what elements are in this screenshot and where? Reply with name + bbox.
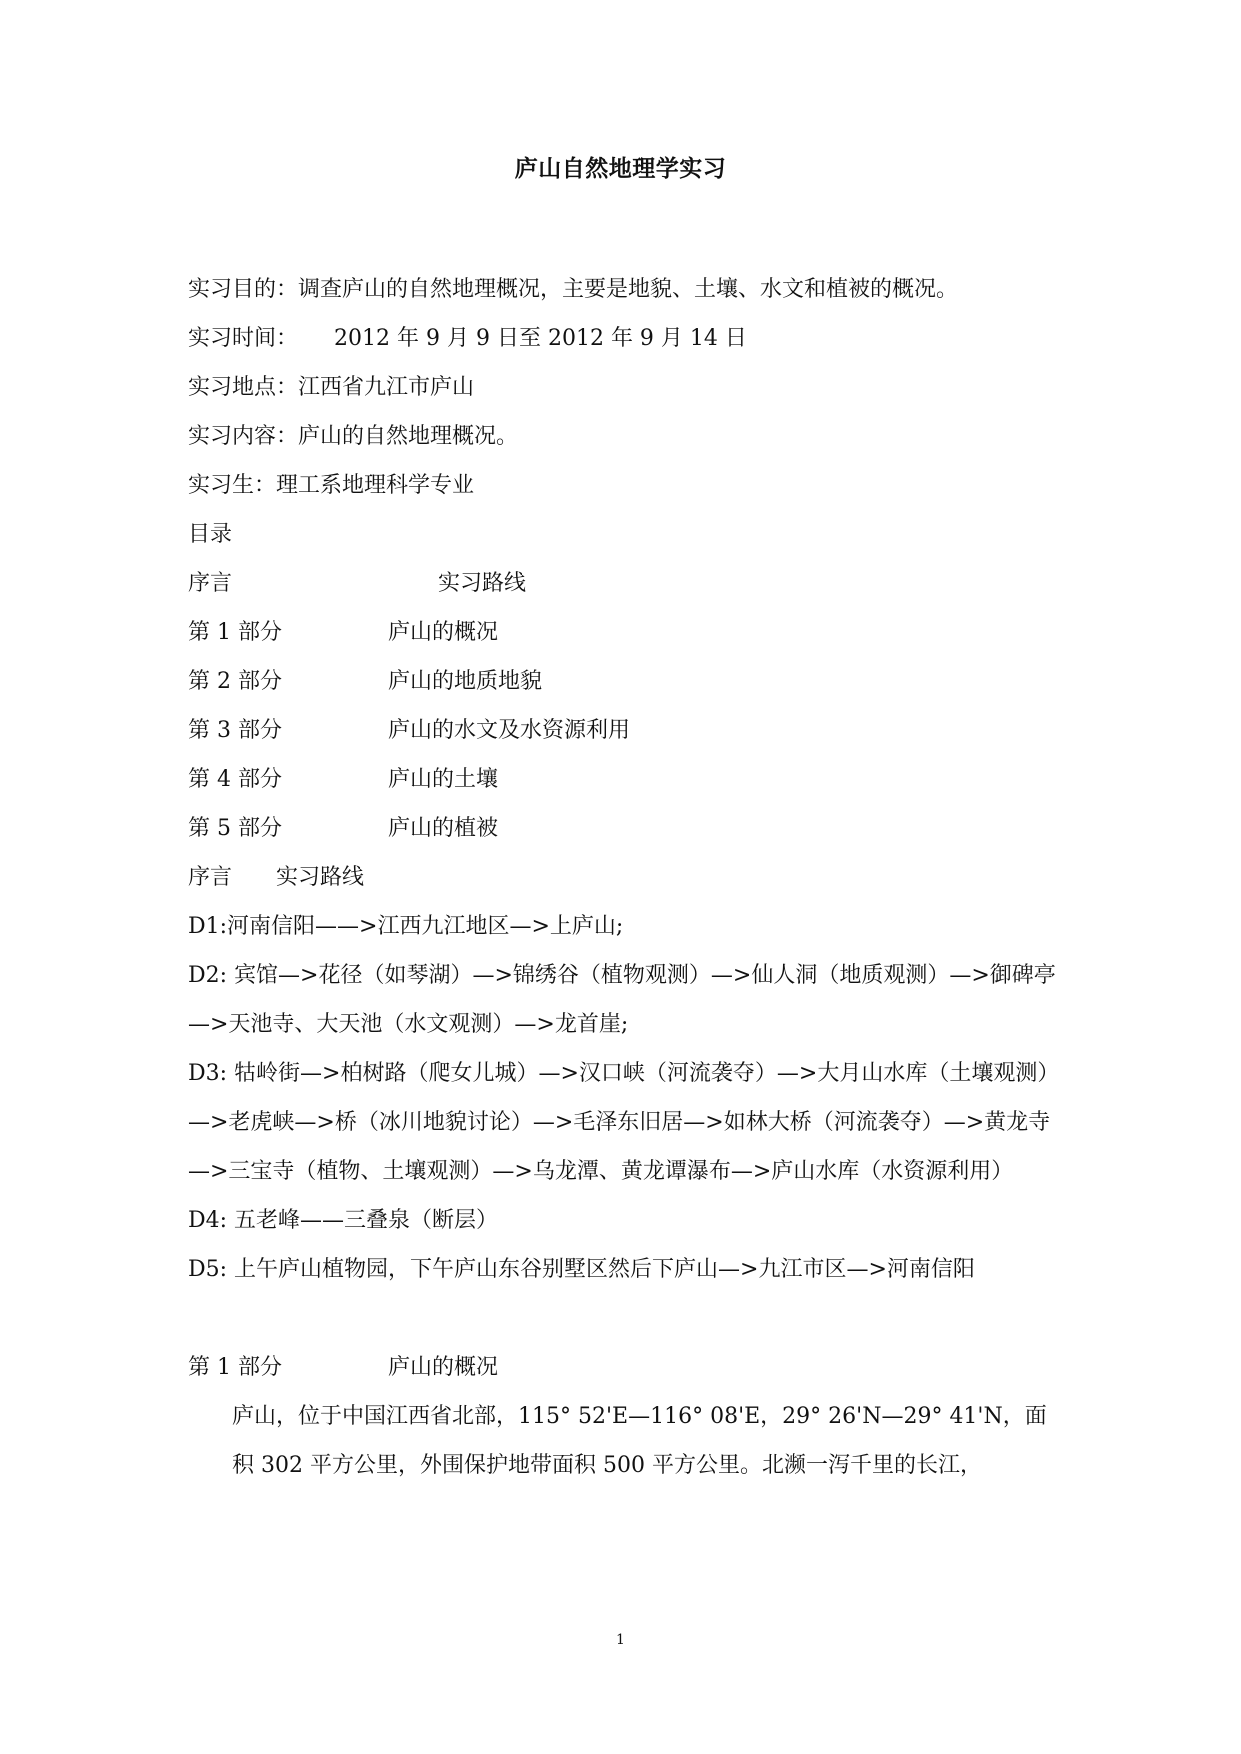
section-paragraph: 庐山，位于中国江西省北部，115° 52'E—116° 08'E，29° 26'N—29° 41'N，面积 302 平方公里，外围保护地带面积 500 平方公里。北濒一泻千里的长江， xyxy=(232,1404,1047,1478)
toc-item-left: 序言 xyxy=(188,571,233,596)
info-value: 庐山的自然地理概况。 xyxy=(298,424,519,449)
document-body xyxy=(188,265,1058,1490)
document-title: 庐山自然地理学实习 xyxy=(514,156,727,182)
toc-item-right: 庐山的地质地貌 xyxy=(388,669,543,694)
section-heading xyxy=(188,1343,1058,1392)
section-heading-right: 庐山的概况 xyxy=(388,1355,499,1380)
info-label: 实习时间： xyxy=(188,326,299,351)
info-label: 实习生： xyxy=(188,473,277,498)
toc-item-left: 第 5 部分 xyxy=(188,816,282,841)
toc-item-right: 庐山的水文及水资源利用 xyxy=(388,718,631,743)
toc-item-left: 第 1 部分 xyxy=(188,620,282,645)
info-label: 实习地点： xyxy=(188,375,299,400)
preface-heading-right: 实习路线 xyxy=(276,865,365,890)
toc-item-right: 实习路线 xyxy=(438,571,527,596)
page-number: 1 xyxy=(616,1632,625,1648)
toc-heading: 目录 xyxy=(188,522,233,547)
toc-item-right: 庐山的植被 xyxy=(388,816,499,841)
toc-item xyxy=(188,608,1058,657)
info-time xyxy=(188,314,1058,363)
toc-item xyxy=(188,559,1058,608)
section-heading-left: 第 1 部分 xyxy=(188,1355,282,1380)
toc-item-right: 庐山的概况 xyxy=(388,620,499,645)
toc-item xyxy=(188,804,1058,853)
info-label: 实习目的： xyxy=(188,277,299,302)
toc-item xyxy=(188,657,1058,706)
info-location xyxy=(188,363,1058,412)
info-students xyxy=(188,461,1058,510)
route-day-4: D4: 五老峰——三叠泉（断层） xyxy=(188,1208,499,1233)
route-day-2: D2: 宾馆—>花径（如琴湖）—>锦绣谷（植物观测）—>仙人洞（地质观测）—>御碑亭—>天池寺、大天池（水文观测）—>龙首崖; xyxy=(188,963,1056,1037)
spacer xyxy=(188,1294,1058,1343)
toc-item-left: 第 2 部分 xyxy=(188,669,282,694)
toc-item-left: 第 3 部分 xyxy=(188,718,282,743)
route-day-5: D5: 上午庐山植物园，下午庐山东谷别墅区然后下庐山—>九江市区—>河南信阳 xyxy=(188,1257,975,1282)
preface-heading xyxy=(188,853,1058,902)
route-day-1: D1:河南信阳——>江西九江地区—>上庐山; xyxy=(188,914,624,939)
info-label: 实习内容： xyxy=(188,424,299,449)
toc-item-right: 庐山的土壤 xyxy=(388,767,499,792)
toc-item xyxy=(188,755,1058,804)
preface-heading-left: 序言 xyxy=(188,865,233,890)
route-day-3: D3: 牯岭街—>柏树路（爬女儿城）—>汉口峡（河流袭夺）—>大月山水库（土壤观测）—>老虎峡—>桥（冰川地貌讨论）—>毛泽东旧居—>如林大桥（河流袭夺）—>黄龙寺—>三宝寺（植物、土壤观测）—>乌龙潭、黄龙谭瀑布—>庐山水库（水资源利用） xyxy=(188,1061,1051,1184)
toc-item xyxy=(188,706,1058,755)
info-content xyxy=(188,412,1058,461)
info-value: 江西省九江市庐山 xyxy=(298,375,475,400)
info-value: 调查庐山的自然地理概况，主要是地貌、土壤、水文和植被的概况。 xyxy=(298,277,959,302)
info-purpose xyxy=(188,265,1058,314)
info-value: 理工系地理科学专业 xyxy=(276,473,475,498)
info-value: 2012 年 9 月 9 日至 2012 年 9 月 14 日 xyxy=(334,326,747,351)
toc-item-left: 第 4 部分 xyxy=(188,767,282,792)
